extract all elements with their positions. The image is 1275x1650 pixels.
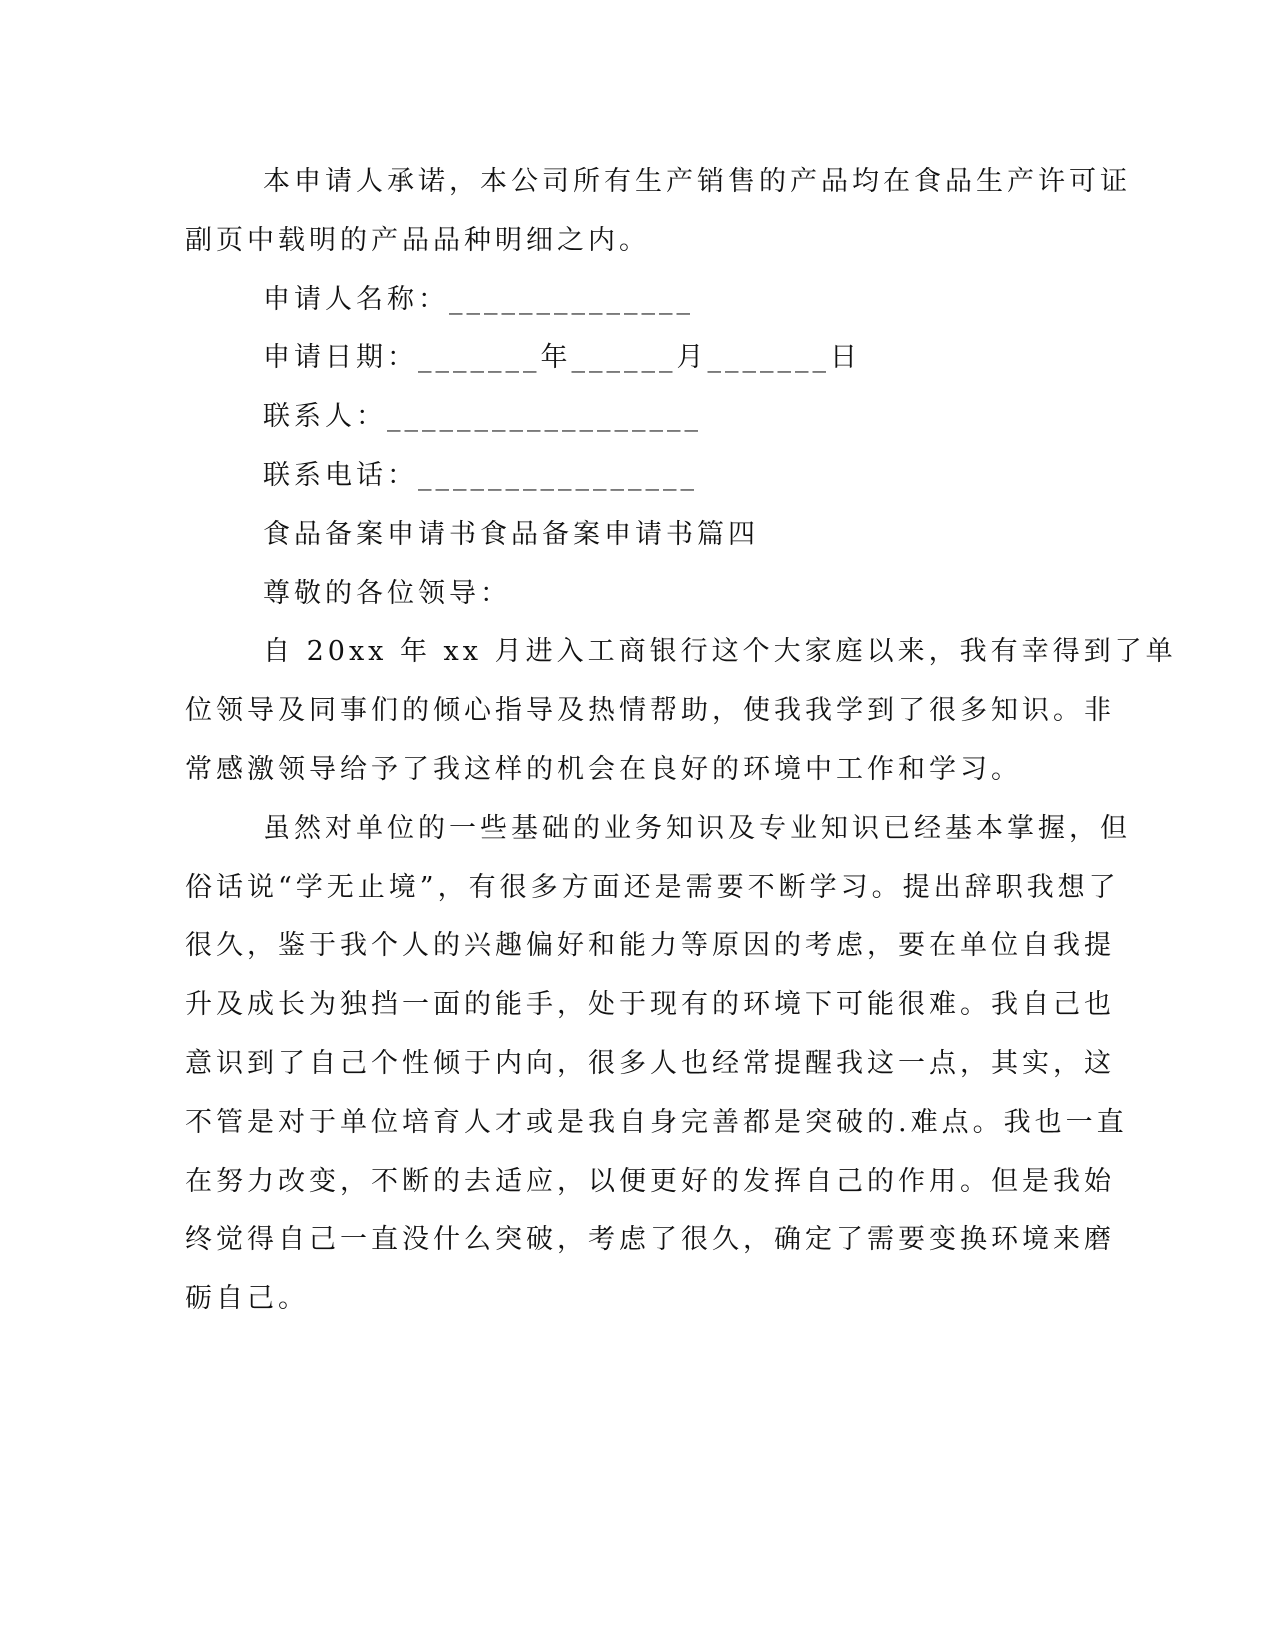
paragraph-2-line: 砺自己。 <box>185 1283 309 1314</box>
section-title: 食品备案申请书食品备案申请书篇四 <box>263 519 759 550</box>
contact-phone-field: 联系电话：________________ <box>263 460 698 491</box>
paragraph-2-line: 终觉得自己一直没什么突破，考虑了很久，确定了需要变换环境来磨 <box>185 1224 1115 1255</box>
paragraph-2-line: 不管是对于单位培育人才或是我自身完善都是突破的.难点。我也一直 <box>185 1107 1128 1138</box>
paragraph-1-line: 常感激领导给予了我这样的机会在良好的环境中工作和学习。 <box>185 754 1022 785</box>
paragraph-1-line: 位领导及同事们的倾心指导及热情帮助，使我我学到了很多知识。非 <box>185 695 1115 726</box>
paragraph-2-line: 意识到了自己个性倾于内向，很多人也经常提醒我这一点，其实，这 <box>185 1048 1115 1079</box>
paragraph-2-line: 很久，鉴于我个人的兴趣偏好和能力等原因的考虑，要在单位自我提 <box>185 930 1115 961</box>
pledge-line-2: 副页中载明的产品品种明细之内。 <box>185 225 650 256</box>
salutation: 尊敬的各位领导： <box>263 578 511 609</box>
apply-date-field: 申请日期：_______年______月_______日 <box>263 342 861 373</box>
paragraph-2-line: 升及成长为独挡一面的能手，处于现有的环境下可能很难。我自己也 <box>185 989 1115 1020</box>
contact-person-field: 联系人：__________________ <box>263 401 702 432</box>
applicant-name-field: 申请人名称：______________ <box>263 284 694 315</box>
paragraph-2-line: 在努力改变，不断的去适应，以便更好的发挥自己的作用。但是我始 <box>185 1166 1115 1197</box>
pledge-line-1: 本申请人承诺，本公司所有生产销售的产品均在食品生产许可证 <box>263 166 1131 197</box>
paragraph-2-line: 虽然对单位的一些基础的业务知识及专业知识已经基本掌握，但 <box>263 813 1131 844</box>
paragraph-1-line: 自 20xx 年 xx 月进入工商银行这个大家庭以来，我有幸得到了单 <box>263 636 1177 667</box>
paragraph-2-line: 俗话说“学无止境”，有很多方面还是需要不断学习。提出辞职我想了 <box>185 872 1120 903</box>
